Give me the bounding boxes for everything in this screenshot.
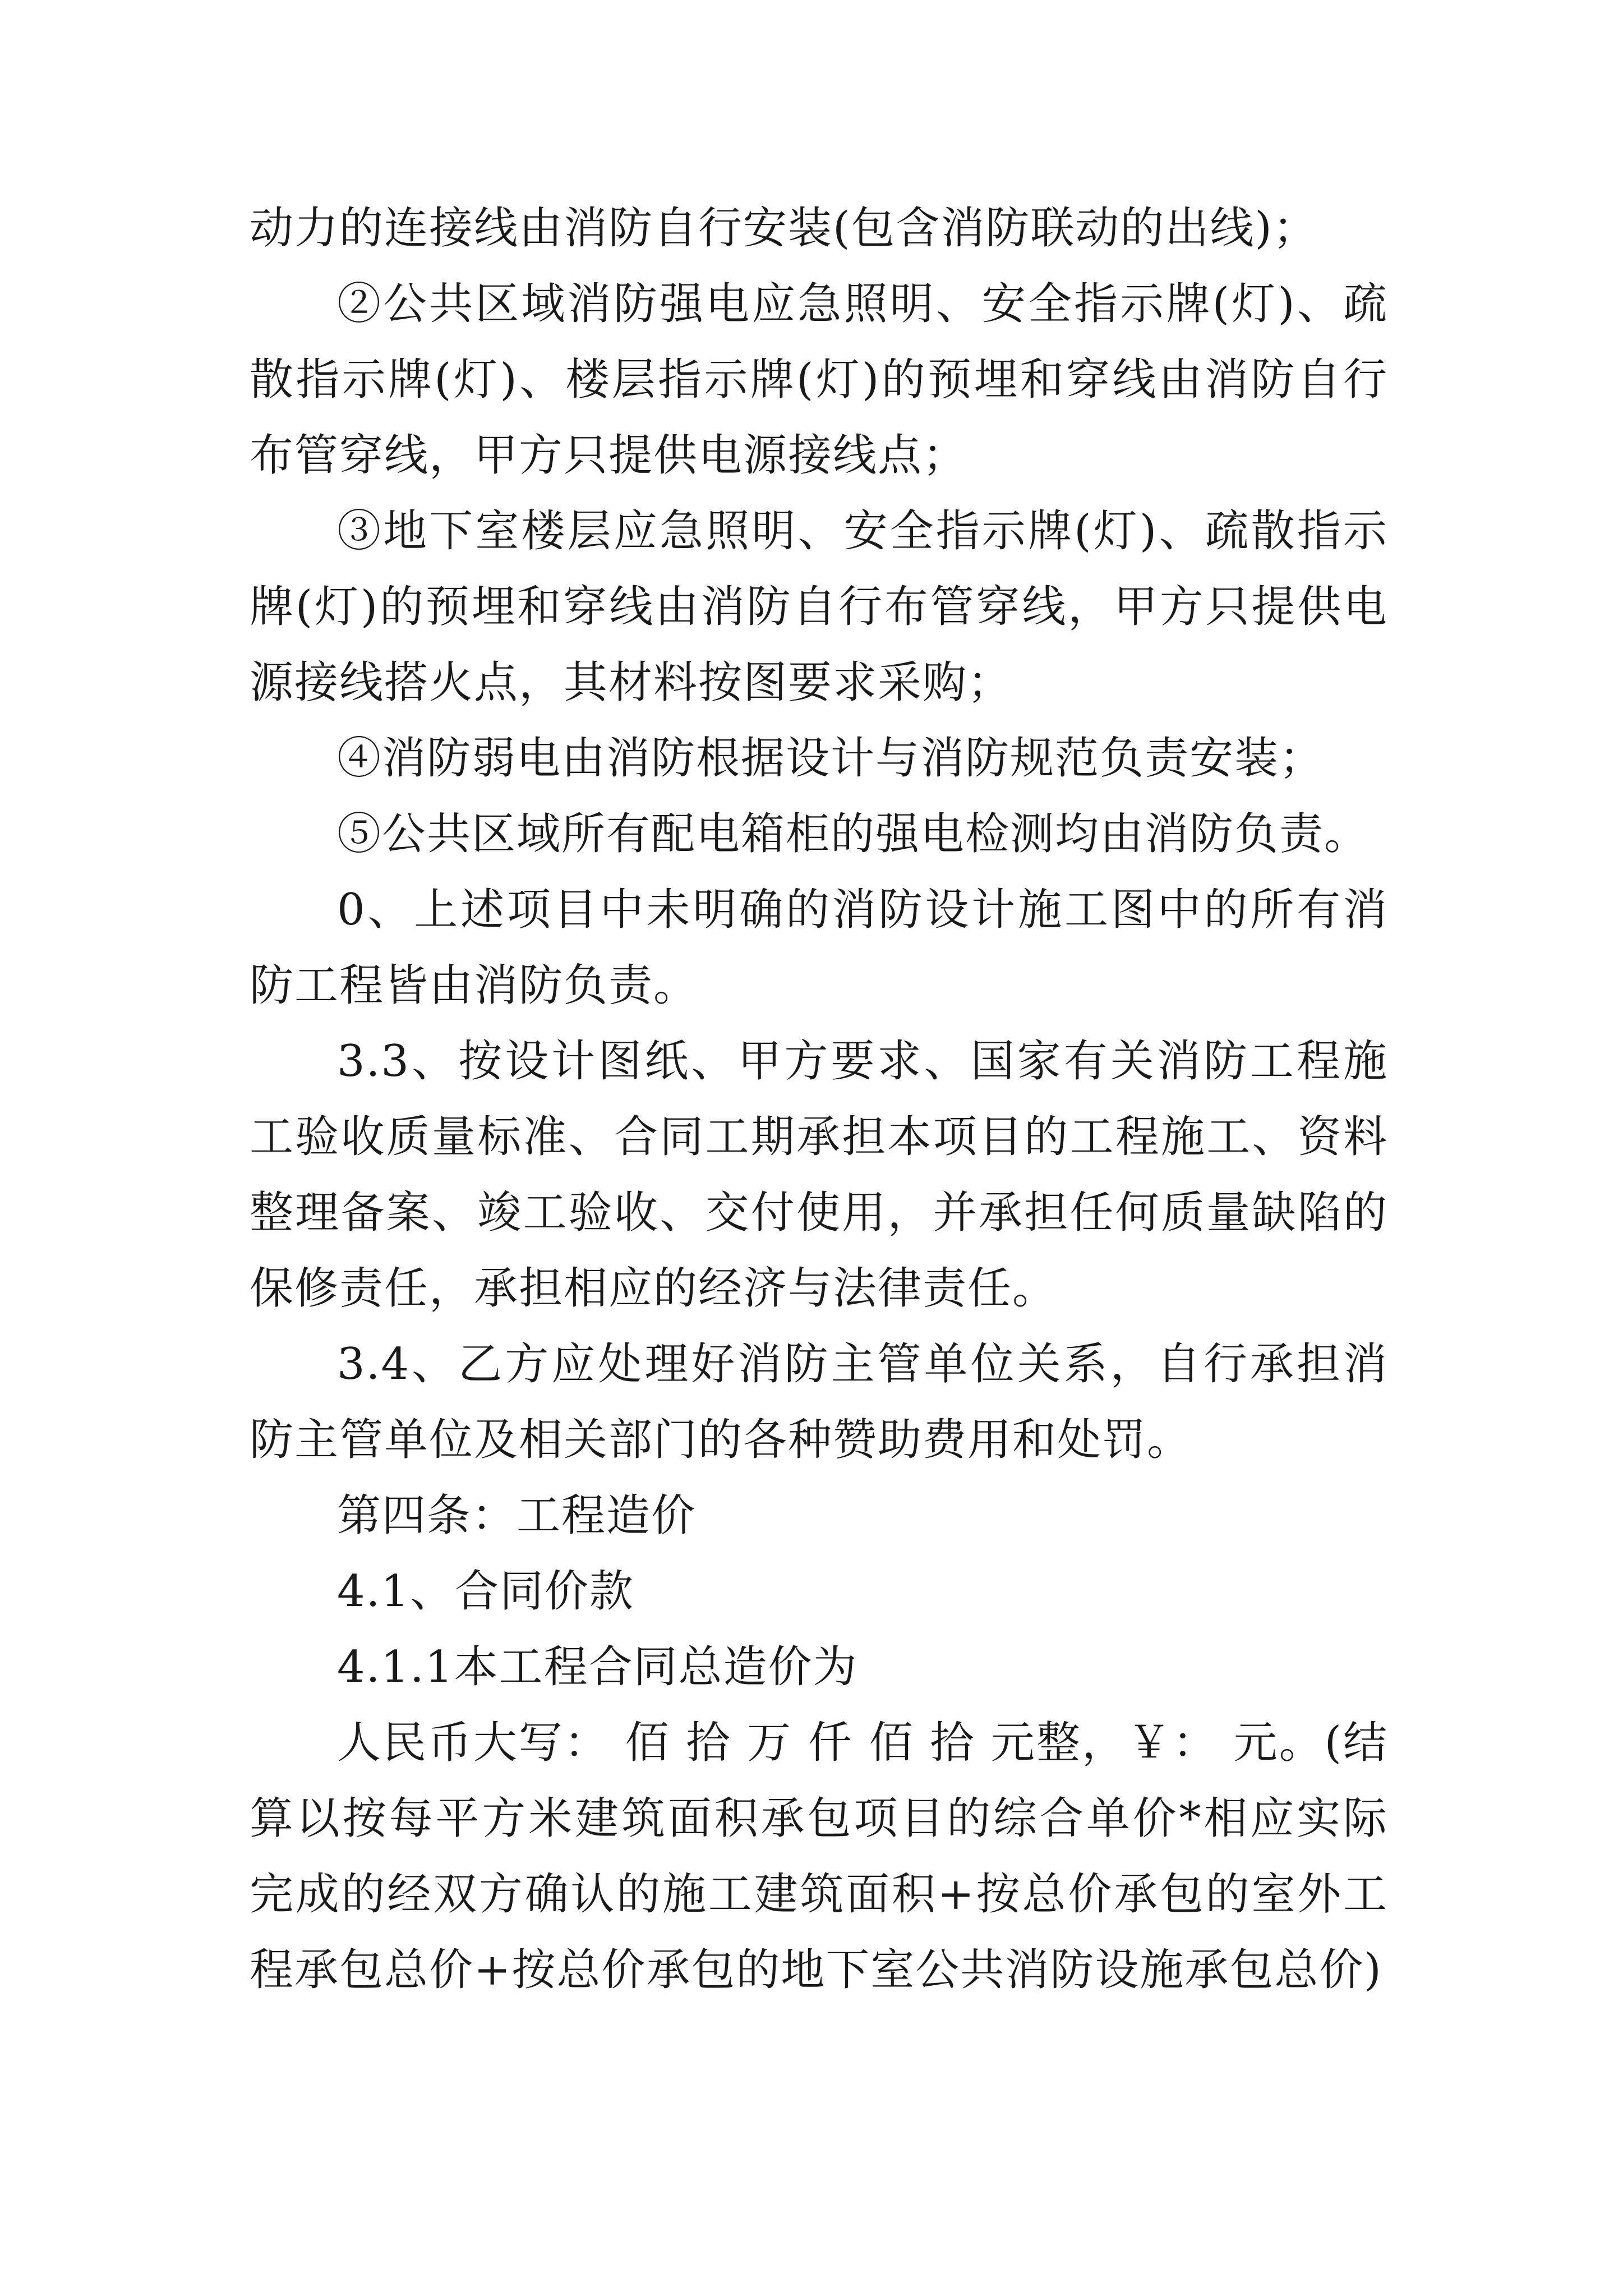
paragraph-clause-3-4: 3.4、乙方应处理好消防主管单位关系，自行承担消防主管单位及相关部门的各种赞助费用和处罚。 — [250, 1339, 1388, 1465]
paragraph-item-2: ②公共区域消防强电应急照明、安全指示牌(灯)、疏散指示牌(灯)、楼层指示牌(灯)的预埋和穿线由消防自行布管穿线，甲方只提供电源接线点； — [250, 279, 1388, 481]
paragraph-item-4: ④消防弱电由消防根据设计与消防规范负责安装； — [337, 733, 1325, 784]
paragraph-item-5: ⑤公共区域所有配电箱柜的强电检测均由消防负责。 — [337, 809, 1370, 859]
paragraph-contract-amount: 人民币大写： 佰 拾 万 仟 佰 拾 元整，￥： 元。(结算以按每平方米建筑面积承包项目的综合单价*相应实际完成的经双方确认的施工建筑面积+按总价承包的室外工程承包总价+按总价承包的地下室公共消防设施承包总价) — [250, 1718, 1388, 1995]
document-body — [250, 191, 1388, 2008]
paragraph-clause-4-1-1: 4.1.1本工程合同总造价为 — [337, 1642, 858, 1692]
paragraph-clause-3-3: 3.3、按设计图纸、甲方要求、国家有关消防工程施工验收质量标准、合同工期承担本项目的工程施工、资料整理备案、竣工验收、交付使用，并承担任何质量缺陷的保修责任，承担相应的经济与法律责任。 — [250, 1036, 1388, 1314]
paragraph-item-3: ③地下室楼层应急照明、安全指示牌(灯)、疏散指示牌(灯)的预埋和穿线由消防自行布管穿线，甲方只提供电源接线搭火点，其材料按图要求采购； — [250, 506, 1388, 708]
subsection-heading-4-1: 4.1、合同价款 — [337, 1566, 635, 1617]
paragraph-item-0: 0、上述项目中未明确的消防设计施工图中的所有消防工程皆由消防负责。 — [250, 885, 1388, 1011]
paragraph-continuation: 动力的连接线由消防自行安装(包含消防联动的出线)； — [250, 203, 1318, 254]
section-heading-article-4: 第四条：工程造价 — [337, 1490, 697, 1541]
